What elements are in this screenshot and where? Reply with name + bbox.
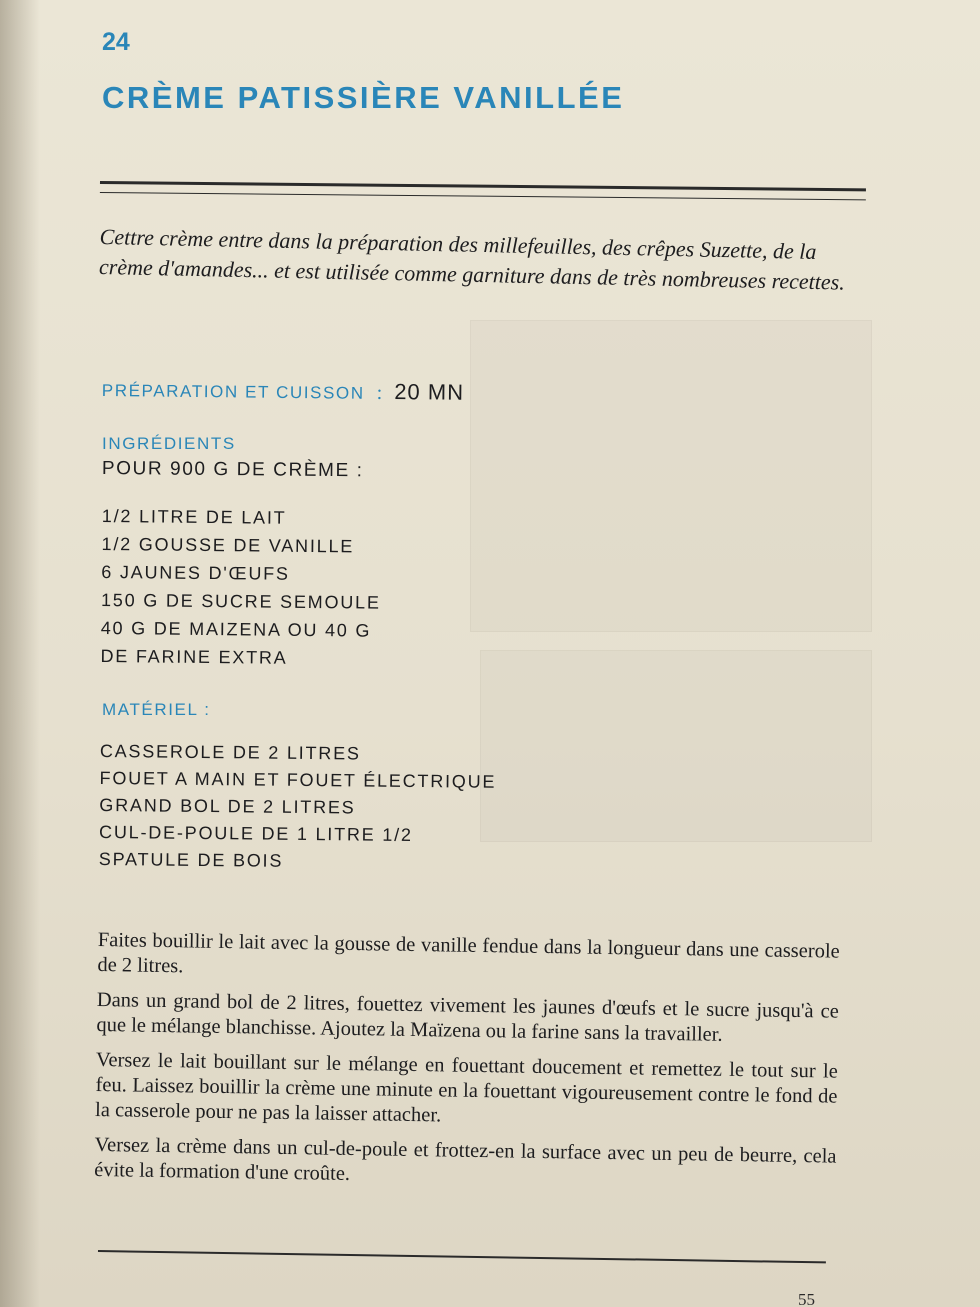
ingredient-item: DE FARINE EXTRA <box>100 645 288 668</box>
materiel-item: CUL-DE-POULE DE 1 LITRE 1/2 <box>99 821 413 846</box>
ingredient-item: 40 G DE MAIZENA OU 40 G <box>100 617 372 641</box>
page-number: 55 <box>798 1290 815 1307</box>
recipe-number: 24 <box>102 28 130 56</box>
materiel-heading: MATÉRIEL : <box>102 700 211 719</box>
materiel-item: SPATULE DE BOIS <box>98 848 284 871</box>
ingredient-item: 1/2 GOUSSE DE VANILLE <box>101 533 355 557</box>
bottom-divider <box>98 1250 826 1263</box>
binding-shadow <box>0 0 40 1307</box>
ingredient-item: 1/2 LITRE DE LAIT <box>101 505 287 528</box>
method-steps <box>94 928 840 1205</box>
ingredient-item: 150 G DE SUCRE SEMOULE <box>100 589 381 613</box>
method-paragraph: Versez la crème dans un cul-de-poule et frottez-en la surface avec un peu de beurre, cela évite la formation d'une croûte. <box>94 1133 837 1185</box>
show-through-block <box>480 650 872 842</box>
method-paragraph: Versez le lait bouillant sur le mélange en fouettant doucement et remettez le tout sur le feu. Laissez bouillir la crème une minute en la fouettant vigoureusement contre le fond de la casserole pour ne pas la laisser attacher. <box>94 1048 839 1127</box>
preparation-label: PRÉPARATION ET CUISSON <box>101 380 365 403</box>
ingredient-item: 6 JAUNES D'ŒUFS <box>101 561 290 584</box>
serving-size: POUR 900 G DE CRÈME : <box>101 458 364 482</box>
materiel-item: CASSEROLE DE 2 LITRES <box>99 740 361 764</box>
materiel-item: GRAND BOL DE 2 LITRES <box>99 794 356 818</box>
preparation-value: 20 MN <box>394 379 465 405</box>
preparation-time <box>102 376 464 406</box>
ingredients-heading: INGRÉDIENTS <box>102 434 236 453</box>
recipe-intro: Cettre crème entre dans la préparation des millefeuilles, des crêpes Suzette, de la crème d'amandes... et est utilisée comme garniture dans de très nombreuses recettes. <box>98 223 845 295</box>
materiel-item: FOUET A MAIN ET FOUET ÉLECTRIQUE <box>99 767 497 792</box>
method-paragraph: Dans un grand bol de 2 litres, fouettez vivement les jaunes d'œufs et le sucre jusqu'à ce que le mélange blanchisse. Ajoutez la Maïzena ou la farine sans la travailler. <box>96 988 839 1046</box>
title-divider <box>100 181 866 200</box>
show-through-block <box>470 320 872 632</box>
materiel-list <box>99 738 497 877</box>
ingredient-list <box>100 502 381 673</box>
preparation-separator: : <box>376 381 383 404</box>
method-paragraph: Faites bouillir le lait avec la gousse de vanille fendue dans la longueur dans une casserole de 2 litres. <box>97 928 840 978</box>
recipe-title: CRÈME PATISSIÈRE VANILLÉE <box>102 80 625 115</box>
